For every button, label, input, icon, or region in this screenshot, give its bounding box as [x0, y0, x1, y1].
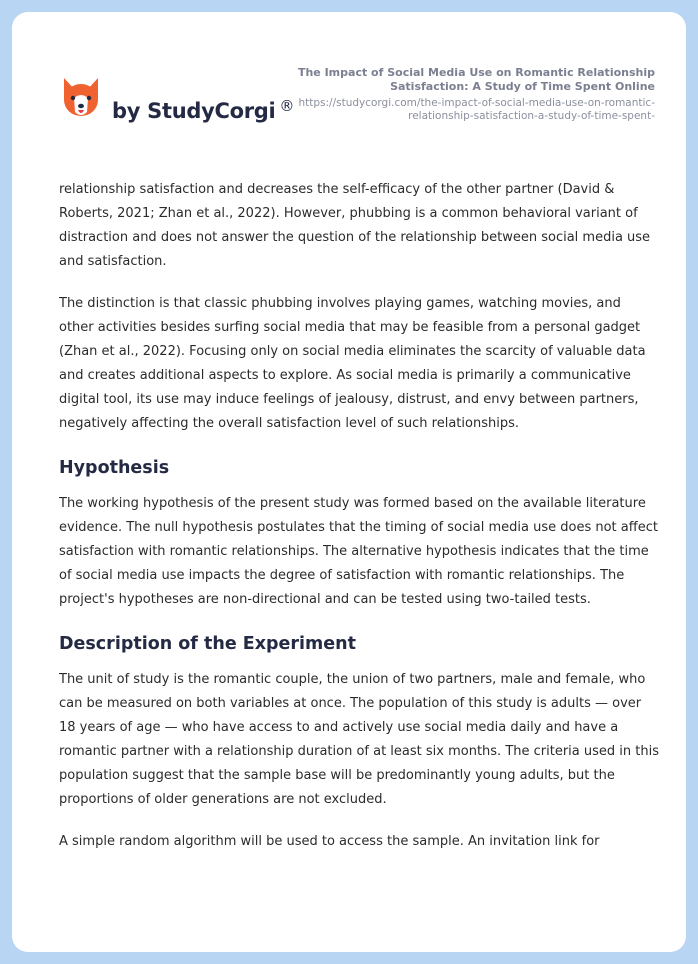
- document-page: [12, 12, 686, 952]
- registered-mark: ®: [279, 97, 295, 115]
- paragraph: The distinction is that classic phubbing involves playing games, watching movies, and other activities besides surfing social media that may be feasible from a personal gadget (Zhan et al., 2022). Focusing only on social media eliminates the scarcity of valuable data and creates additional aspects to explore. As social media is primarily a communicative digital tool, its use may induce feelings of jealousy, distrust, and envy between partners, negatively affecting the overall satisfaction level of such relationships.: [59, 296, 646, 431]
- paragraph: The working hypothesis of the present study was formed based on the available literature evidence. The null hypothesis postulates that the timing of social media use does not affect satisfaction with romantic relationships. The alternative hypothesis indicates that the time of social media use impacts the degree of satisfaction with romantic relationships. The project's hypotheses are non-directional and can be tested using two-tailed tests.: [59, 496, 658, 607]
- document-url[interactable]: https://studycorgi.com/the-impact-of-social-media-use-on-romantic-relationship-satisfaction-a-study-of-time-spent-: [298, 97, 655, 122]
- section-heading-hypothesis: Hypothesis: [59, 458, 170, 478]
- corgi-logo-icon[interactable]: [60, 76, 102, 122]
- paragraph: relationship satisfaction and decreases the self-efficacy of the other partner (David & Roberts, 2021; Zhan et al., 2022). However, phubbing is a common behavioral variant of distraction and does not answer the question of the relationship between social media use and satisfaction.: [59, 182, 651, 269]
- section-heading-experiment: Description of the Experiment: [59, 634, 356, 654]
- paragraph: A simple random algorithm will be used to access the sample. An invitation link for: [59, 834, 600, 849]
- article-body: [59, 178, 659, 872]
- brand-name[interactable]: by StudyCorgi ®: [112, 97, 295, 123]
- paragraph: The unit of study is the romantic couple, the union of two partners, male and female, who can be measured on both variables at once. The population of this study is adults — over 18 years of age — who have access to and actively use social media daily and have a romantic partner with a relationship duration of at least six months. The criteria used in this population suggest that the sample base will be predominantly young adults, but the proportions of older generations are not excluded.: [59, 672, 659, 807]
- page-header: [12, 12, 686, 142]
- document-title: The Impact of Social Media Use on Romantic Relationship Satisfaction: A Study of Time Spent Online: [297, 66, 655, 93]
